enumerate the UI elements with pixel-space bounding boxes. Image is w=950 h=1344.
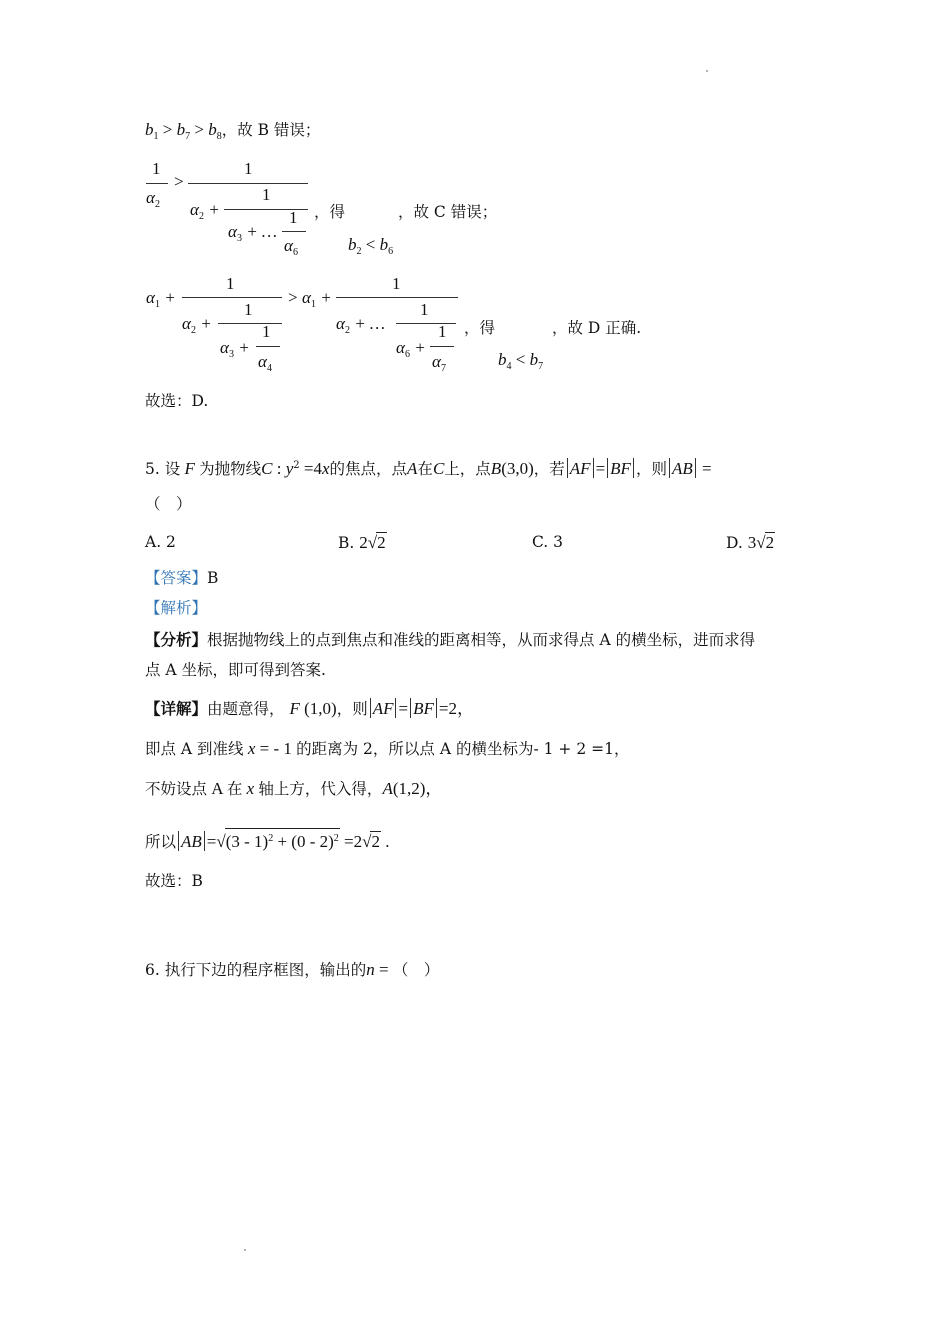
b-order-conclusion: ，故 B 错误； [221,121,321,139]
c-conclusion: ，故 C 错误； [398,203,498,221]
d-result: $b_4 < b_7$ [498,350,544,372]
b-order-line: $b_1 > b_7 > b_8$，故 B 错误； [145,120,321,142]
q5-final: 故选：B [145,872,203,890]
d-conclusion: ，故 D 正确. [552,319,642,337]
q5-option-b[interactable]: B. 2√2 [338,533,386,552]
q5-answer: 【答案】B [145,569,219,587]
c-comma-get: ，得 [314,203,346,221]
q5-option-d[interactable]: D. 3√2 [726,533,775,552]
analysis-line-2: 点 A 坐标，即可得到答案. [145,661,326,679]
d-comma-get: ，得 [464,319,496,337]
detail-line-2: 即点 A 到准线 x = - 1 的距离为 2，所以点 A 的横坐标为- 1 + 2 =1， [145,739,630,758]
analysis-tag: 【解析】 [145,599,208,617]
c-result: $b_2 < b_6$ [348,235,394,257]
detail-line-3: 不妨设点 A 在 x 轴上方，代入得，A(1,2)， [145,779,443,798]
prev-answer: 故选：D. [145,392,209,410]
c-frac-lhs-den: $\alpha_2$ [146,188,160,210]
c-frac-lhs-num: 1 [152,159,161,178]
analysis-line-1: 【分析】根据抛物线上的点到焦点和准线的距离相等，从而求得点 A 的横坐标，进而求得 [145,630,756,649]
q6-stem: 6. 执行下边的程序框图，输出的n = （ ） [145,960,440,979]
q5-stem: 5. 设 F 为抛物线C : $y^2 =4x$的焦点，点A在C上，点B(3,0)，若 AF = BF ，则 AB = [145,459,712,478]
q5-option-c[interactable]: C. 3 [532,533,564,551]
page-dot-top [706,70,708,72]
detail-line-4: 所以 AB =√(3 - 1)$^2$ + (0 - 2)$^2$ =2√2 . [145,828,389,852]
q5-option-a[interactable]: A. 2 [145,533,176,551]
page-dot-bottom [244,1249,246,1251]
detail-line-1: 【详解】由题意得， F (1,0)，则 AF = BF =2， [145,699,474,718]
answer-tag: 【答案】 [145,569,208,587]
q5-blank: （ ） [145,495,192,513]
